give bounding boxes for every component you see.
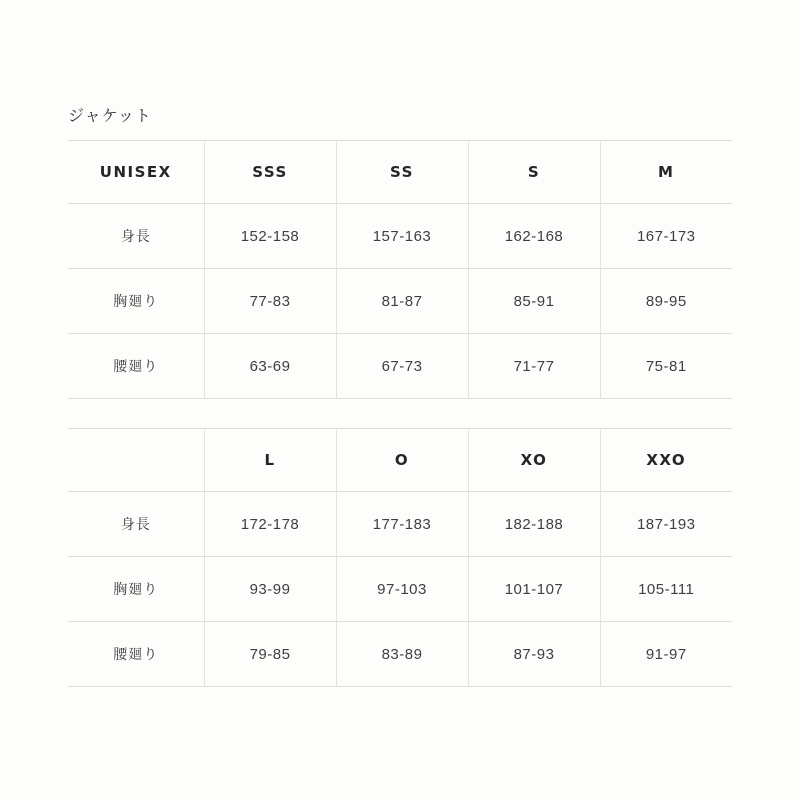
- column-header-xxo: XXO: [600, 429, 732, 492]
- cell-waist-xxo: 91-97: [600, 622, 732, 687]
- cell-waist-o: 83-89: [336, 622, 468, 687]
- table-row: [68, 492, 732, 557]
- cell-height-l: 172-178: [204, 492, 336, 557]
- page-title: ジャケット: [68, 106, 152, 125]
- cell-height-sss: 152-158: [204, 204, 336, 269]
- cell-chest-s: 85-91: [468, 269, 600, 334]
- cell-height-ss: 157-163: [336, 204, 468, 269]
- cell-chest-m: 89-95: [600, 269, 732, 334]
- column-header-ss: SS: [336, 141, 468, 204]
- cell-chest-l: 93-99: [204, 557, 336, 622]
- table-row: [68, 204, 732, 269]
- size-table-unisex-body: [68, 204, 732, 399]
- row-label-height: 身長: [120, 517, 151, 533]
- column-header-o: O: [336, 429, 468, 492]
- cell-waist-ss: 67-73: [336, 334, 468, 399]
- cell-chest-ss: 81-87: [336, 269, 468, 334]
- cell-height-xxo: 187-193: [600, 492, 732, 557]
- table-row: [68, 557, 732, 622]
- size-table-large-header: [68, 429, 732, 492]
- table-header-row: [68, 429, 732, 492]
- cell-chest-o: 97-103: [336, 557, 468, 622]
- cell-chest-xo: 101-107: [468, 557, 600, 622]
- row-label-waist: 腰廻り: [113, 647, 159, 663]
- cell-waist-s: 71-77: [468, 334, 600, 399]
- cell-waist-sss: 63-69: [204, 334, 336, 399]
- table-row: [68, 334, 732, 399]
- column-header-sss: SSS: [204, 141, 336, 204]
- size-table-large: [68, 428, 732, 687]
- column-header-l: L: [204, 429, 336, 492]
- cell-waist-xo: 87-93: [468, 622, 600, 687]
- cell-height-s: 162-168: [468, 204, 600, 269]
- cell-chest-xxo: 105-111: [600, 557, 732, 622]
- column-header-blank: [68, 429, 204, 492]
- cell-waist-m: 75-81: [600, 334, 732, 399]
- row-label-chest: 胸廻り: [113, 582, 159, 598]
- row-label-waist: 腰廻り: [113, 359, 159, 375]
- column-header-s: S: [468, 141, 600, 204]
- size-table-unisex-header: [68, 141, 732, 204]
- cell-chest-sss: 77-83: [204, 269, 336, 334]
- cell-height-xo: 182-188: [468, 492, 600, 557]
- table-header-row: [68, 141, 732, 204]
- cell-height-m: 167-173: [600, 204, 732, 269]
- cell-waist-l: 79-85: [204, 622, 336, 687]
- table-row: [68, 622, 732, 687]
- size-table-unisex: [68, 140, 732, 399]
- row-label-height: 身長: [120, 229, 151, 245]
- column-header-unisex: UNISEX: [99, 163, 172, 181]
- column-header-xo: XO: [468, 429, 600, 492]
- column-header-m: M: [600, 141, 732, 204]
- table-row: [68, 269, 732, 334]
- size-table-large-body: [68, 492, 732, 687]
- cell-height-o: 177-183: [336, 492, 468, 557]
- row-label-chest: 胸廻り: [113, 294, 159, 310]
